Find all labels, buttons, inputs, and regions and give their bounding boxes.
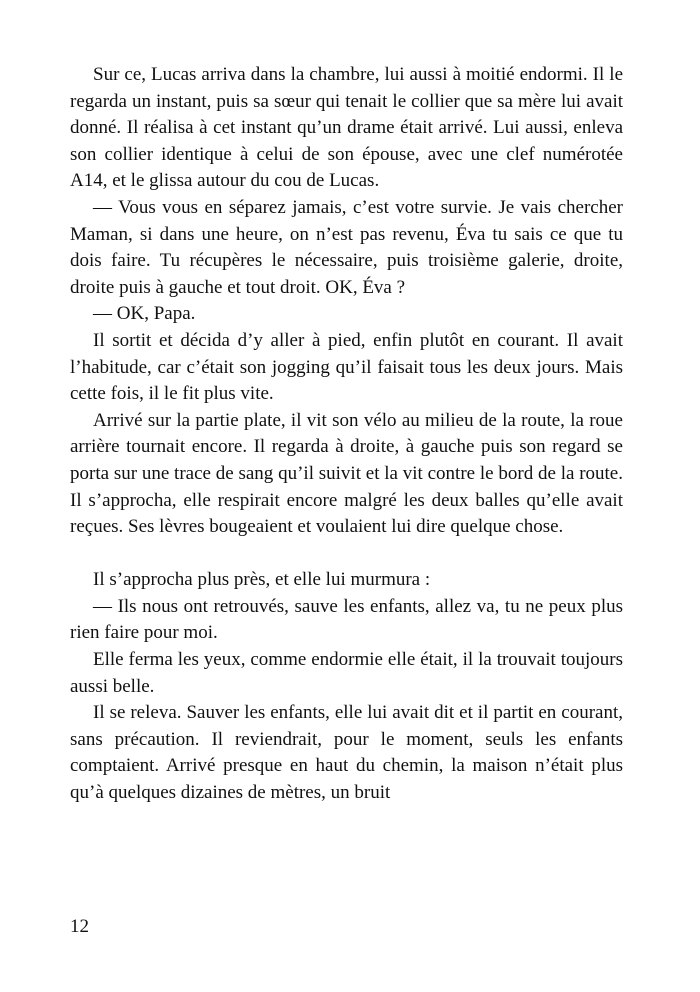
paragraph: Arrivé sur la partie plate, il vit son vélo au milieu de la route, la roue arrière tournait encore. Il regarda à droite, à gauche puis son regard se porta sur une trace de sang qu’il suivit et la vit contre le bord de la route. Il s’approcha, elle respirait encore malgré les deux balles qu’elle avait reçues. Ses lèvres bougeaient et voulaient lui dire quelque chose. [70, 409, 623, 538]
paragraph: Il sortit et décida d’y aller à pied, enfin plutôt en courant. Il avait l’habitude, car c’était son jogging qu’il faisait tous les deux jours. Mais cette fois, il le fit plus vite. [70, 329, 623, 405]
paragraph: — Ils nous ont retrouvés, sauve les enfants, allez va, tu ne peux plus rien faire pour moi. [70, 595, 623, 644]
section-break [70, 541, 623, 568]
paragraph: Elle ferma les yeux, comme endormie elle était, il la trouvait toujours aussi belle. [70, 649, 623, 697]
paragraph: — Vous vous en séparez jamais, c’est votre survie. Je vais chercher Maman, si dans une heure, on n’est pas revenu, Éva tu sais ce que tu dois faire. Tu récupères le nécessaire, puis troisième galerie, droite, droite puis à gauche et tout droit. OK, Éva ? [70, 196, 623, 298]
paragraph: Il s’approcha plus près, et elle lui murmura : [93, 569, 431, 591]
page-body [70, 62, 623, 807]
paragraph: Sur ce, Lucas arriva dans la chambre, lui aussi à moitié endormi. Il le regarda un instant, puis sa sœur qui tenait le collier que sa mère lui avait donné. Il réalisa à cet instant qu’un drame était arrivé. Lui aussi, enleva son collier identique à celui de son épouse, avec une clef numérotée A14, et le glissa autour du cou de Lucas. [70, 64, 623, 192]
paragraph: — OK, Papa. [93, 303, 196, 325]
page-number: 12 [70, 916, 89, 937]
paragraph: Il se releva. Sauver les enfants, elle lui avait dit et il partit en courant, sans précaution. Il reviendrait, pour le moment, seuls les enfants comptaient. Arrivé presque en haut du chemin, la maison n’était plus qu’à quelques dizaines de mètres, un bruit [70, 702, 623, 804]
